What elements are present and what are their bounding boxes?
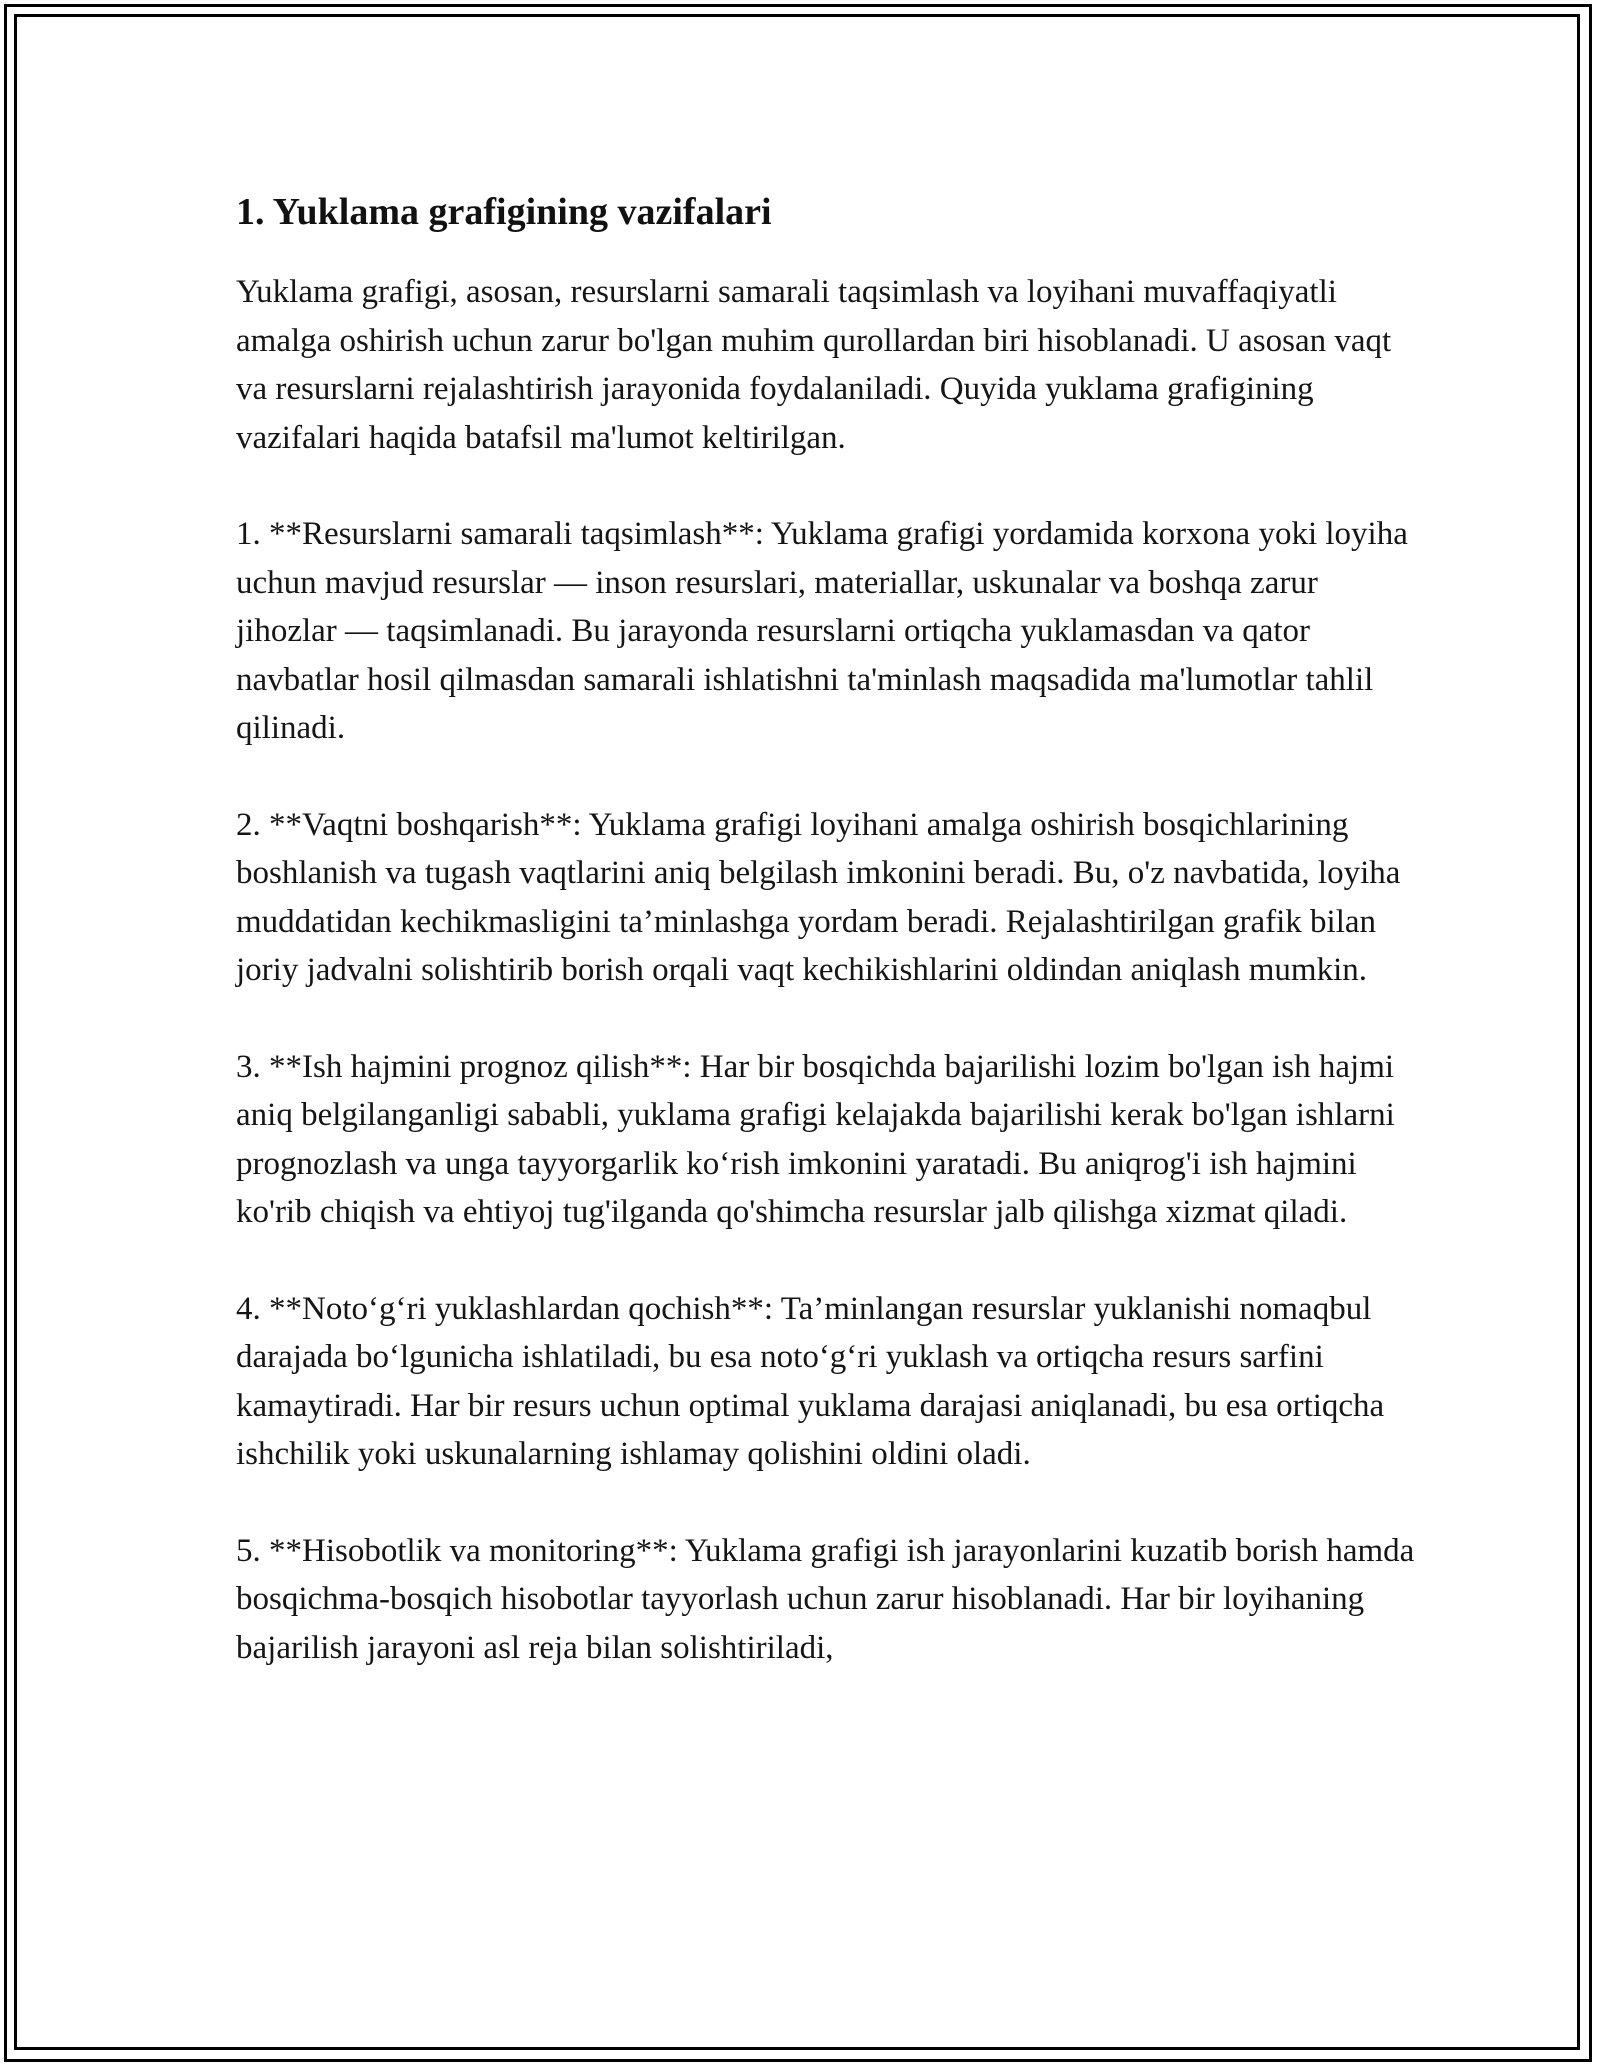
intro-paragraph: Yuklama grafigi, asosan, resurslarni samarali taqsimlash va loyihani muvaffaqiyatli amalga oshirish uchun zarur bo'lgan muhim qurollardan biri hisoblanadi. U asosan vaqt va resurslarni rejalashtirish jarayonida foydalaniladi. Quyida yuklama grafigining vazifalari haqida batafsil ma'lumot keltirilgan. [236,274,1392,456]
section-heading: 1. Yuklama grafigining vazifalari [236,191,772,233]
list-item-time-management: 2. **Vaqtni boshqarish**: Yuklama grafigi loyihani amalga oshirish bosqichlarining boshlanish va tugash vaqtlarini aniq belgilash imkonini beradi. Bu, o'z navbatida, loyiha muddatidan kechikmasligini ta’minlashga yordam beradi. Rejalashtirilgan grafik bilan joriy jadvalni solishtirib borish orqali vaqt kechikishlarini oldindan aniqlash mumkin. [236,806,1401,988]
document-body [236,186,1416,1720]
list-item-reporting-monitoring: 5. **Hisobotlik va monitoring**: Yuklama grafigi ish jarayonlarini kuzatib borish hamda bosqichma-bosqich hisobotlar tayyorlash uchun zarur hisoblanadi. Har bir loyihaning bajarilish jarayoni asl reja bilan solishtiriladi, [236,1532,1415,1666]
list-item-avoid-overload: 4. **Noto‘g‘ri yuklashlardan qochish**: Ta’minlangan resurslar yuklanishi nomaqbul darajada bo‘lgunicha ishlatiladi, bu esa noto‘g‘ri yuklash va ortiqcha resurs sarfini kamaytiradi. Har bir resurs uchun optimal yuklama darajasi aniqlanadi, bu esa ortiqcha ishchilik yoki uskunalarning ishlamay qolishini oldini oladi. [236,1290,1385,1472]
list-item-resource-allocation: 1. **Resurslarni samarali taqsimlash**: Yuklama grafigi yordamida korxona yoki loyiha uchun mavjud resurslar — inson resurslari, materiallar, uskunalar va boshqa zarur jihozlar — taqsimlanadi. Bu jarayonda resurslarni ortiqcha yuklamasdan va qator navbatlar hosil qilmasdan samarali ishlatishni ta'minlash maqsadida ma'lumotlar tahlil qilinadi. [236,516,1408,746]
list-item-workload-forecast: 3. **Ish hajmini prognoz qilish**: Har bir bosqichda bajarilishi lozim bo'lgan ish hajmi aniq belgilanganligi sababli, yuklama grafigi kelajakda bajarilishi kerak bo'lgan ishlarni prognozlash va unga tayyorgarlik ko‘rish imkonini yaratadi. Bu aniqrog'i ish hajmini ko'rib chiqish va ehtiyoj tug'ilganda qo'shimcha resurslar jalb qilishga xizmat qiladi. [236,1048,1395,1230]
